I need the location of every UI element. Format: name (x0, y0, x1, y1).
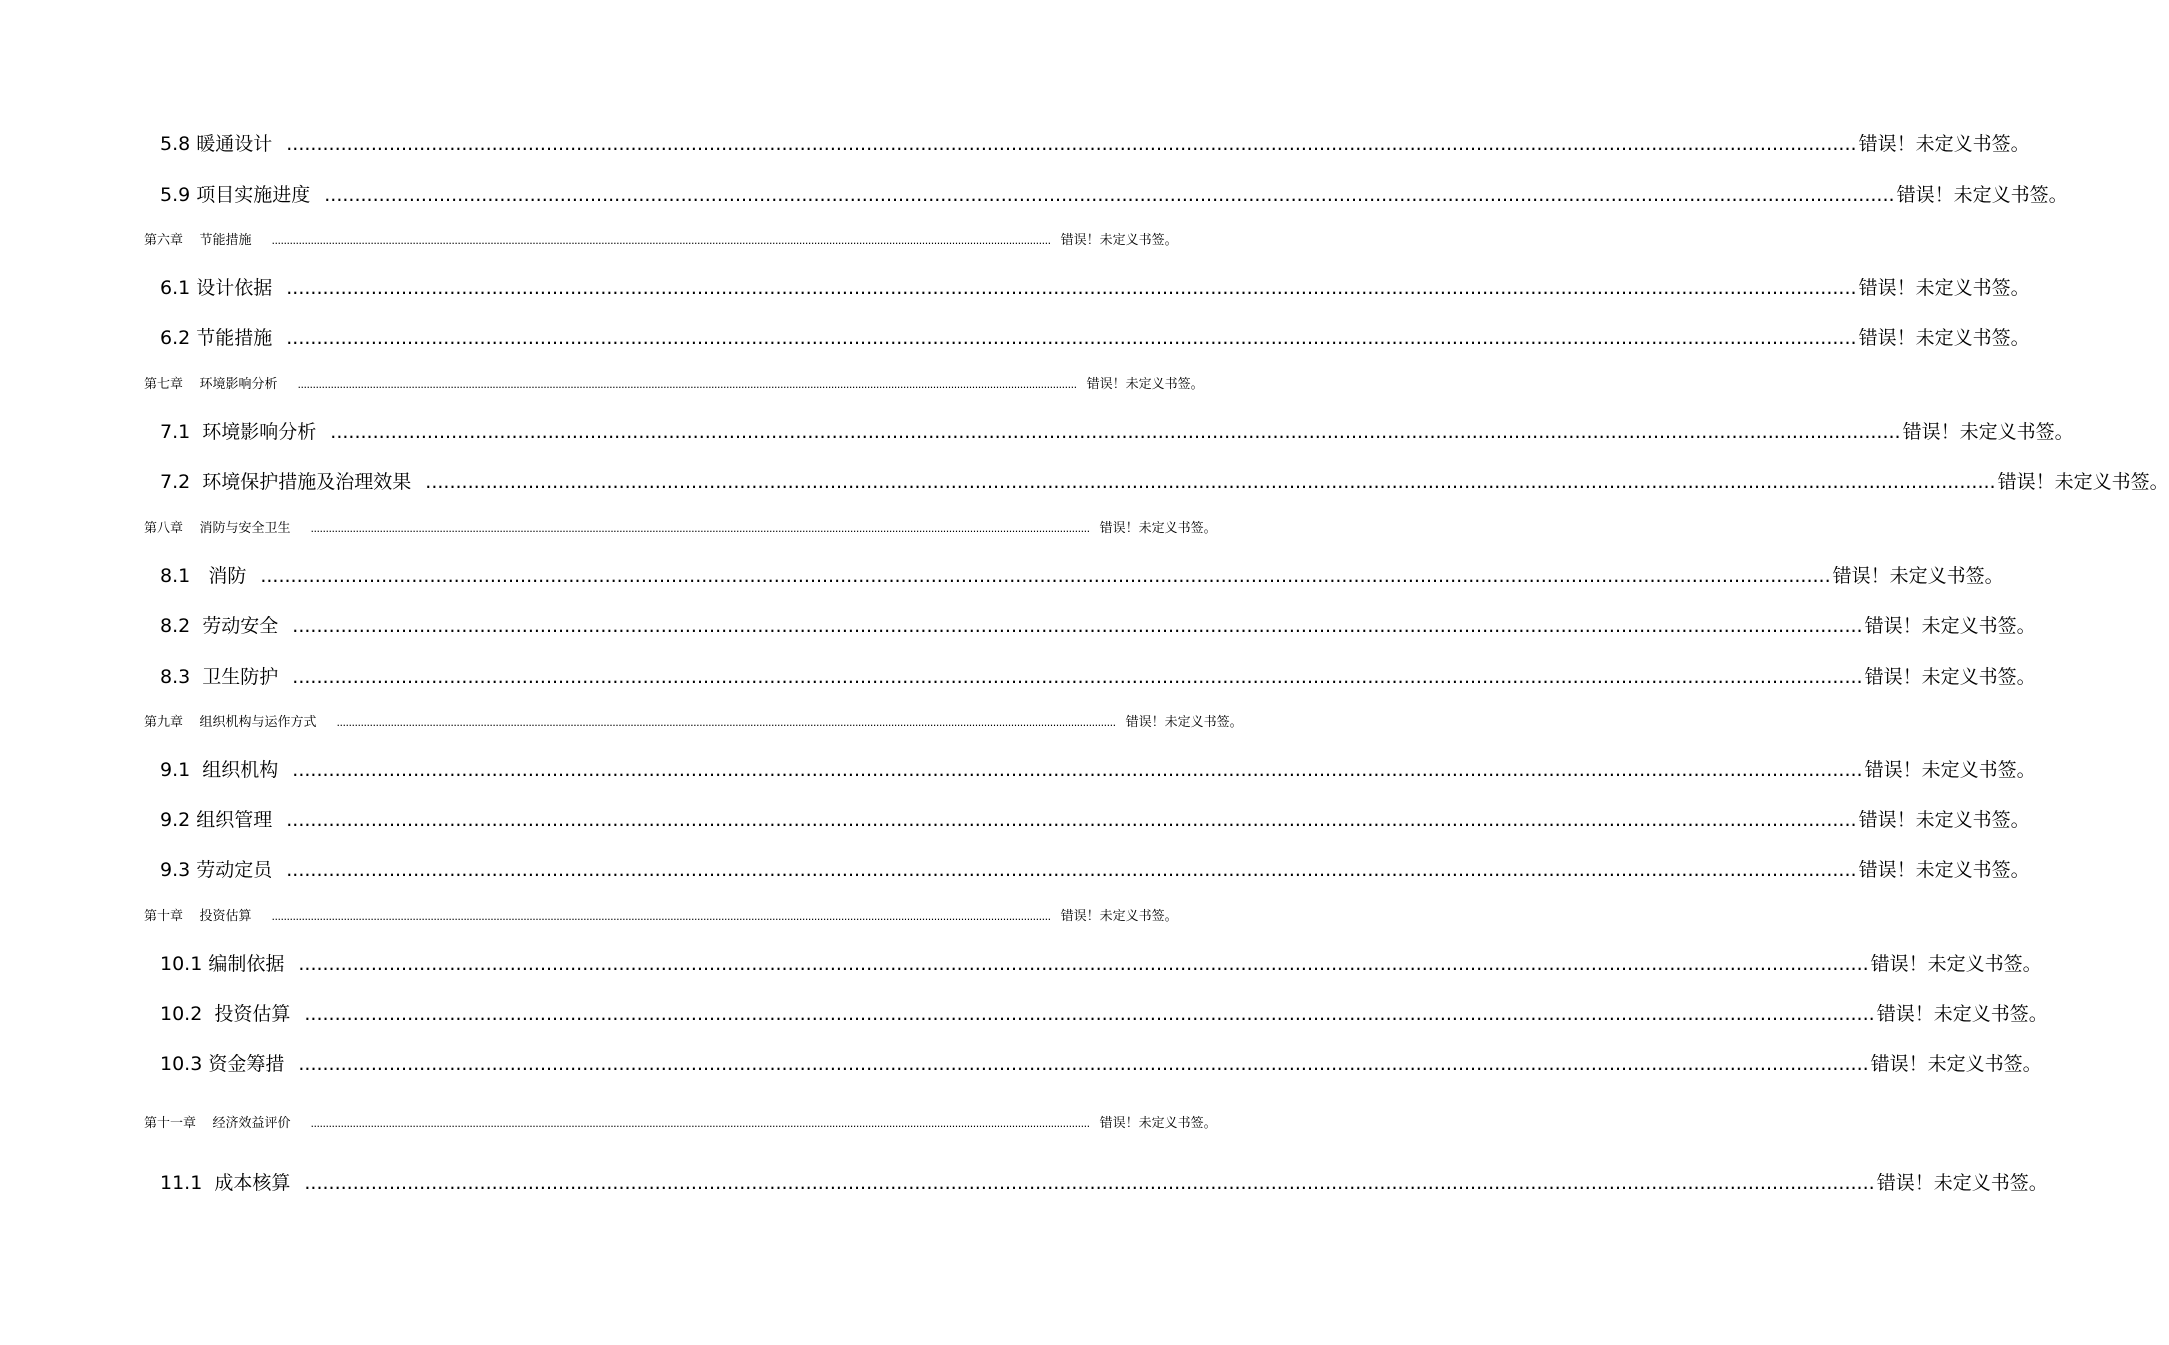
toc-label: 8.3 卫生防护 (160, 666, 279, 688)
toc-chapter-9[interactable] (144, 711, 1243, 730)
toc-label: 第八章 消防与安全卫生 (144, 521, 291, 536)
toc-label: 第九章 组织机构与运作方式 (144, 715, 317, 730)
toc-page-ref: 错误！未定义书签。 (1858, 133, 2030, 155)
toc-page-ref: 错误！未定义书签。 (1858, 327, 2030, 349)
dot-leader: .................................................................................................................................................................................................................................................................... (330, 421, 1901, 443)
toc-label: 第六章 节能措施 (144, 233, 252, 248)
toc-label: 第十章 投资估算 (144, 909, 252, 924)
toc-label: 第十一章 经济效益评价 (144, 1116, 291, 1131)
toc-page-ref: 错误！未定义书签。 (1099, 1116, 1217, 1131)
toc-entry-7-1[interactable] (160, 417, 2074, 444)
dot-leader: .................................................................................................................................................................................................................................................................... (298, 953, 1869, 975)
toc-chapter-6[interactable] (144, 229, 1178, 248)
toc-page-ref: 错误！未定义书签。 (1858, 859, 2030, 881)
toc-label: 5.9 项目实施进度 (160, 184, 311, 206)
dot-leader: .................................................................................................................................................................................................................................................................... (297, 378, 1077, 391)
toc-entry-6-2[interactable] (160, 323, 2030, 350)
dot-leader: .................................................................................................................................................................................................................................................................... (292, 759, 1863, 781)
toc-page-ref: 错误！未定义书签。 (1870, 1053, 2042, 1075)
toc-label: 9.1 组织机构 (160, 759, 279, 781)
dot-leader: .................................................................................................................................................................................................................................................................... (304, 1172, 1875, 1194)
toc-chapter-11[interactable] (144, 1112, 1217, 1131)
toc-chapter-8[interactable] (144, 517, 1217, 536)
dot-leader: .................................................................................................................................................................................................................................................................... (310, 522, 1090, 535)
dot-leader: .................................................................................................................................................................................................................................................................... (425, 471, 1996, 493)
toc-entry-10-2[interactable] (160, 999, 2048, 1026)
toc-label: 8.1 消防 (160, 565, 247, 587)
toc-page-ref: 错误！未定义书签。 (1086, 377, 1204, 392)
toc-entry-9-1[interactable] (160, 755, 2036, 782)
toc-page-ref: 错误！未定义书签。 (1060, 233, 1178, 248)
toc-label: 10.2 投资估算 (160, 1003, 291, 1025)
toc-entry-11-1[interactable] (160, 1168, 2048, 1195)
toc-entry-6-1[interactable] (160, 273, 2030, 300)
toc-label: 6.1 设计依据 (160, 277, 273, 299)
dot-leader: .................................................................................................................................................................................................................................................................... (286, 277, 1857, 299)
toc-chapter-10[interactable] (144, 905, 1178, 924)
toc-label: 7.2 环境保护措施及治理效果 (160, 471, 412, 493)
toc-label: 9.3 劳动定员 (160, 859, 273, 881)
dot-leader: .................................................................................................................................................................................................................................................................... (324, 184, 1895, 206)
toc-entry-10-3[interactable] (160, 1049, 2042, 1076)
toc-chapter-7[interactable] (144, 373, 1204, 392)
toc-page-ref: 错误！未定义书签。 (1864, 615, 2036, 637)
toc-label: 8.2 劳动安全 (160, 615, 279, 637)
toc-entry-8-1[interactable] (160, 561, 2004, 588)
toc-page-ref: 错误！未定义书签。 (1876, 1172, 2048, 1194)
dot-leader: .................................................................................................................................................................................................................................................................... (286, 327, 1857, 349)
dot-leader: .................................................................................................................................................................................................................................................................... (310, 1117, 1090, 1130)
dot-leader: .................................................................................................................................................................................................................................................................... (286, 133, 1857, 155)
toc-label: 10.3 资金筹措 (160, 1053, 285, 1075)
toc-entry-10-1[interactable] (160, 949, 2042, 976)
dot-leader: .................................................................................................................................................................................................................................................................... (271, 234, 1051, 247)
toc-page-ref: 错误！未定义书签。 (1902, 421, 2074, 443)
toc-entry-9-3[interactable] (160, 855, 2030, 882)
toc-entry-7-2[interactable] (160, 467, 2169, 494)
toc-page-ref: 错误！未定义书签。 (1060, 909, 1178, 924)
toc-page-ref: 错误！未定义书签。 (1997, 471, 2169, 493)
toc-page-ref: 错误！未定义书签。 (1832, 565, 2004, 587)
dot-leader: .................................................................................................................................................................................................................................................................... (286, 809, 1857, 831)
toc-page-ref: 错误！未定义书签。 (1099, 521, 1217, 536)
toc-page-ref: 错误！未定义书签。 (1125, 715, 1243, 730)
toc-page-ref: 错误！未定义书签。 (1864, 666, 2036, 688)
toc-page-ref: 错误！未定义书签。 (1858, 809, 2030, 831)
toc-page-ref: 错误！未定义书签。 (1864, 759, 2036, 781)
toc-entry-5-9[interactable] (160, 180, 2068, 207)
toc-entry-8-2[interactable] (160, 611, 2036, 638)
toc-page-ref: 错误！未定义书签。 (1876, 1003, 2048, 1025)
toc-label: 5.8 暖通设计 (160, 133, 273, 155)
toc-label: 第七章 环境影响分析 (144, 377, 278, 392)
dot-leader: .................................................................................................................................................................................................................................................................... (304, 1003, 1875, 1025)
dot-leader: .................................................................................................................................................................................................................................................................... (286, 859, 1857, 881)
toc-label: 6.2 节能措施 (160, 327, 273, 349)
dot-leader: .................................................................................................................................................................................................................................................................... (260, 565, 1831, 587)
toc-label: 11.1 成本核算 (160, 1172, 291, 1194)
dot-leader: .................................................................................................................................................................................................................................................................... (292, 666, 1863, 688)
toc-label: 7.1 环境影响分析 (160, 421, 317, 443)
toc-label: 10.1 编制依据 (160, 953, 285, 975)
toc-page-ref: 错误！未定义书签。 (1858, 277, 2030, 299)
dot-leader: .................................................................................................................................................................................................................................................................... (336, 716, 1116, 729)
toc-label: 9.2 组织管理 (160, 809, 273, 831)
toc-entry-8-3[interactable] (160, 662, 2036, 689)
dot-leader: .................................................................................................................................................................................................................................................................... (271, 910, 1051, 923)
toc-page-ref: 错误！未定义书签。 (1870, 953, 2042, 975)
dot-leader: .................................................................................................................................................................................................................................................................... (298, 1053, 1869, 1075)
toc-entry-5-8[interactable] (160, 129, 2030, 156)
dot-leader: .................................................................................................................................................................................................................................................................... (292, 615, 1863, 637)
toc-entry-9-2[interactable] (160, 805, 2030, 832)
toc-page-ref: 错误！未定义书签。 (1896, 184, 2068, 206)
